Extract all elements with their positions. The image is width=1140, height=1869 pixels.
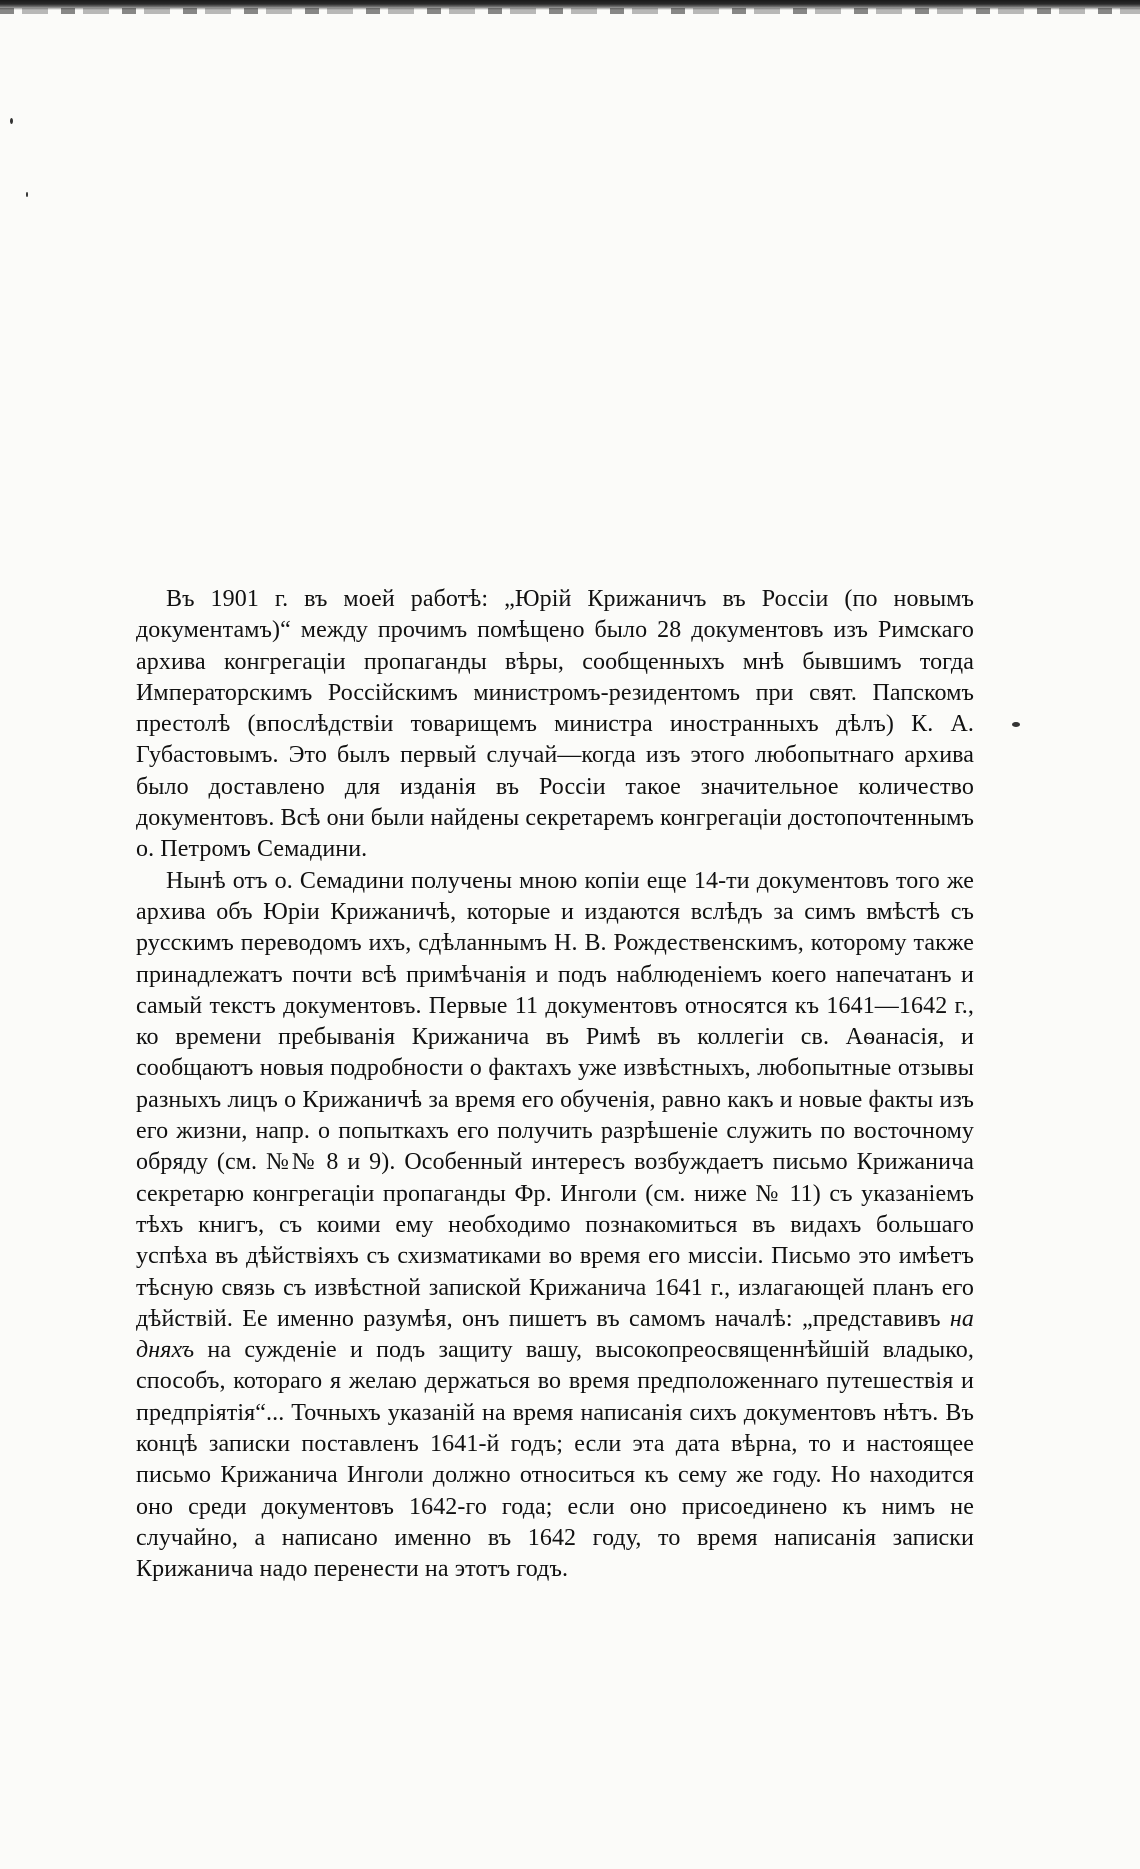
scan-speck bbox=[1012, 722, 1020, 727]
scan-speck bbox=[10, 118, 13, 124]
paragraph-2 bbox=[136, 866, 974, 1586]
scan-speck bbox=[26, 192, 28, 197]
paragraph-2-text-end: на сужденіе и подъ защиту вашу, высокопреосвященнѣйшій владыко, способъ, котораго я желаю держаться во время предположеннаго путешествія и предпріятія“... Точныхъ указаній на время написанія сихъ документовъ нѣтъ. Въ концѣ записки поставленъ 1641-й годъ; если эта дата вѣрна, то и настоящее письмо Крижанича Инголи должно относиться къ сему же году. Но находится оно среди документовъ 1642-го года; если оно присоединено къ нимъ не случайно, а написано именно въ 1642 году, то время написанія записки Крижанича надо перенести на этотъ годъ. bbox=[136, 1337, 974, 1583]
paragraph-2-text-start: Нынѣ отъ о. Семадини получены мною копіи еще 14-ти документовъ того же архива объ Юріи Крижаничѣ, которые и издаются вслѣдъ за симъ вмѣстѣ съ русскимъ переводомъ ихъ, сдѣланнымъ Н. В. Рождественскимъ, которому также принадлежатъ почти всѣ примѣчанія и подъ наблюденіемъ коего напечатанъ и самый текстъ документовъ. Первые 11 документовъ относятся къ 1641—1642 г., ко времени пребыванія Крижанича въ Римѣ въ коллегіи св. Аѳанасія, и сообщаютъ новыя подробности о фактахъ уже извѣстныхъ, любопытные отзывы разныхъ лицъ о Крижаничѣ за время его обученія, равно какъ и новые факты изъ его жизни, напр. о попыткахъ его получить разрѣшеніе служить по восточному обряду (см. №№ 8 и 9). Особенный интересъ возбуждаетъ письмо Крижанича секретарю конгрегаціи пропаганды Фр. Инголи (см. ниже № 11) съ указаніемъ тѣхъ книгъ, съ коими ему необходимо познакомиться въ видахъ большаго успѣха въ дѣйствіяхъ съ схизматиками во время его миссіи. Письмо это имѣетъ тѣсную связь съ извѣстной запиской Крижанича 1641 г., излагающей планъ его дѣйствій. Ее именно разумѣя, онъ пишетъ въ самомъ началѣ: „представивъ bbox=[136, 867, 974, 1332]
paragraph-1-text: Въ 1901 г. въ моей работѣ: „Юрій Крижаничъ въ Россіи (по новымъ документамъ)“ между прочимъ помѣщено было 28 документовъ изъ Римскаго архива конгрегаціи пропаганды вѣры, сообщенныхъ мнѣ бывшимъ тогда Императорскимъ Россійскимъ министромъ-резидентомъ при свят. Папскомъ престолѣ (впослѣдствіи товарищемъ министра иностранныхъ дѣлъ) К. А. Губастовымъ. Это былъ первый случай—когда изъ этого любопытнаго архива было доставлено для изданія въ Россіи такое значительное количество документовъ. Всѣ они были найдены секретаремъ конгрегаціи достопочтеннымъ о. Петромъ Семадини. bbox=[136, 586, 974, 863]
paragraph-2-italic-phrase: на дняхъ bbox=[136, 1305, 974, 1364]
page-body-text bbox=[136, 584, 974, 1586]
paragraph-1 bbox=[136, 584, 974, 866]
scan-top-border-edge bbox=[0, 8, 1140, 14]
